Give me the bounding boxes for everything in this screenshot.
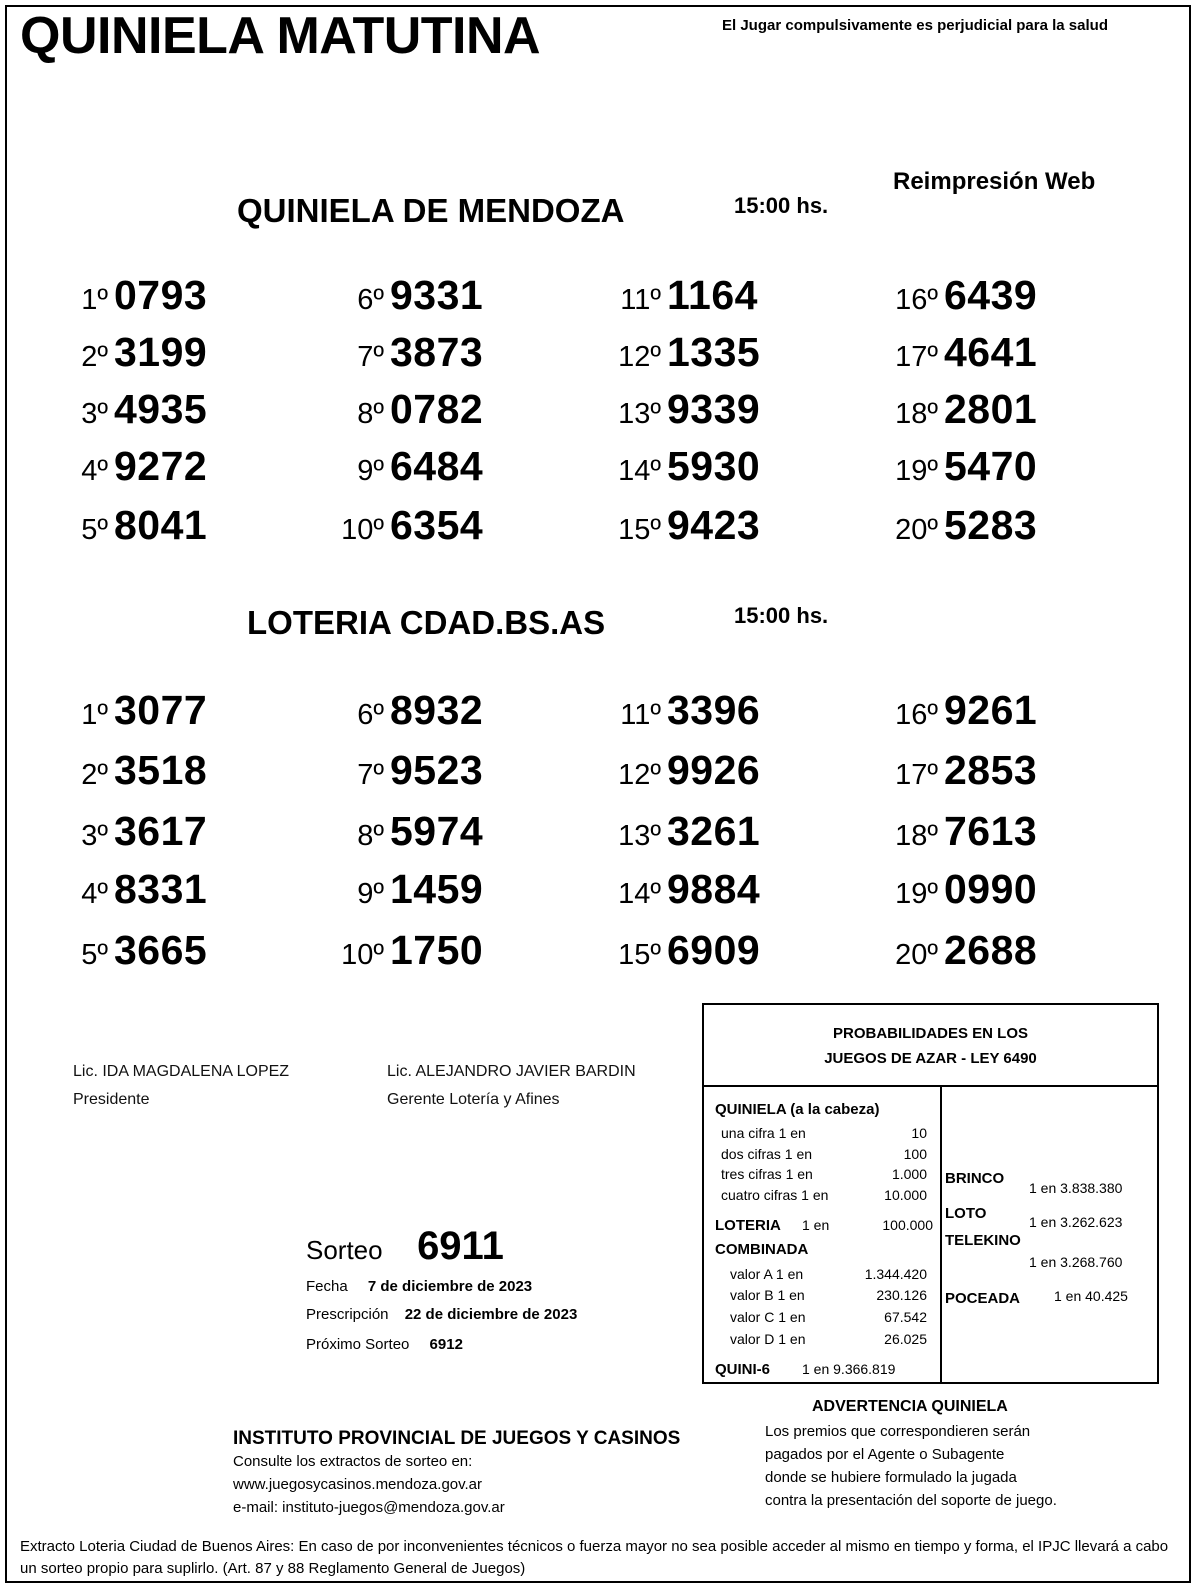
advertencia-line-1: Los premios que correspondieren serán [765, 1423, 1031, 1440]
result-position: 3º [81, 820, 108, 852]
result-entry [878, 808, 1037, 855]
quini6-odds-label: QUINI-6 [715, 1361, 771, 1378]
result-position: 13º [618, 398, 661, 430]
proximo-sorteo-label: Próximo Sorteo [306, 1336, 410, 1353]
quiniela-odds-value-4: 10.000 [884, 1187, 927, 1203]
result-entry [601, 272, 758, 319]
result-number: 3518 [114, 747, 208, 793]
result-entry [878, 443, 1037, 490]
result-number: 1459 [390, 866, 484, 912]
result-position: 8º [357, 398, 384, 430]
result-entry [601, 866, 760, 913]
result-position: 9º [357, 455, 384, 487]
poceada-odds-label: POCEADA [945, 1290, 1021, 1307]
fecha-value: 7 de diciembre de 2023 [367, 1278, 533, 1295]
combinada-odds-label-d: valor D 1 en [730, 1331, 806, 1347]
result-position: 20º [895, 939, 938, 971]
result-position: 11º [620, 284, 661, 316]
institute-website: www.juegosycasinos.mendoza.gov.ar [233, 1476, 483, 1493]
loteria-odds-value: 100.000 [882, 1217, 933, 1233]
section-title-mendoza: QUINIELA DE MENDOZA [237, 192, 625, 229]
result-number: 6909 [667, 927, 761, 973]
result-number: 3261 [667, 808, 761, 854]
combinada-odds-title: COMBINADA [715, 1241, 809, 1258]
combinada-odds-label-a: valor A 1 en [730, 1266, 804, 1282]
result-position: 15º [618, 514, 661, 546]
advertencia-line-3: donde se hubiere formulado la jugada [765, 1469, 1017, 1486]
brinco-odds-label: BRINCO [945, 1170, 1005, 1187]
result-number: 7613 [944, 808, 1038, 854]
result-number: 2853 [944, 747, 1038, 793]
fecha-label: Fecha [306, 1278, 348, 1295]
result-position: 20º [895, 514, 938, 546]
institute-name: INSTITUTO PROVINCIAL DE JUEGOS Y CASINOS [233, 1428, 681, 1449]
result-number: 8041 [114, 502, 208, 548]
result-entry [324, 747, 483, 794]
result-position: 8º [357, 820, 384, 852]
loteria-odds-text: 1 en [802, 1217, 830, 1233]
result-number: 9331 [390, 272, 484, 318]
combinada-odds-label-c: valor C 1 en [730, 1309, 806, 1325]
result-number: 5470 [944, 443, 1038, 489]
quiniela-odds-value-1: 10 [911, 1125, 927, 1141]
result-entry [48, 866, 207, 913]
result-position: 4º [81, 455, 108, 487]
advertencia-title: ADVERTENCIA QUINIELA [812, 1398, 1008, 1415]
result-position: 6º [357, 284, 384, 316]
result-entry [324, 443, 483, 490]
result-position: 12º [618, 341, 661, 373]
result-number: 9884 [667, 866, 761, 912]
result-entry [324, 502, 483, 549]
result-entry [48, 386, 207, 433]
result-position: 7º [357, 341, 384, 373]
advertencia-block [765, 1398, 1057, 1512]
result-number: 5930 [667, 443, 761, 489]
probabilities-heading [704, 1005, 1157, 1087]
result-position: 16º [895, 284, 938, 316]
institute-line-1: Consulte los extractos de sorteo en: [233, 1453, 473, 1470]
quiniela-odds-label-4: cuatro cifras 1 en [721, 1187, 829, 1203]
loto-odds-value: 1 en 3.262.623 [1029, 1214, 1123, 1230]
probabilities-divider [940, 1087, 942, 1382]
result-number: 3396 [667, 687, 761, 733]
combinada-odds-value-b: 230.126 [876, 1287, 927, 1303]
result-number: 9523 [390, 747, 484, 793]
quiniela-odds-label-1: una cifra 1 en [721, 1125, 806, 1141]
result-position: 13º [618, 820, 661, 852]
quiniela-odds-value-2: 100 [903, 1146, 927, 1162]
result-number: 6439 [944, 272, 1038, 318]
result-position: 17º [895, 341, 938, 373]
result-position: 12º [618, 759, 661, 791]
quini6-odds-value: 1 en 9.366.819 [802, 1361, 896, 1377]
result-position: 1º [81, 284, 108, 316]
prescripcion-label: Prescripción [306, 1306, 389, 1323]
probabilities-heading-line1: PROBABILIDADES EN LOS [832, 1025, 1028, 1042]
result-entry [48, 747, 207, 794]
result-number: 6354 [390, 502, 484, 548]
result-position: 19º [895, 878, 938, 910]
page-title: QUINIELA MATUTINA [20, 7, 541, 65]
result-entry [48, 502, 207, 549]
result-position: 4º [81, 878, 108, 910]
draw-next-line [306, 1336, 463, 1353]
signature-left [73, 1058, 289, 1114]
quiniela-odds-label-2: dos cifras 1 en [721, 1146, 813, 1162]
result-entry [601, 386, 760, 433]
result-entry [601, 687, 760, 734]
result-entry [878, 329, 1037, 376]
signature-left-role: Presidente [73, 1091, 150, 1108]
combinada-odds-value-d: 26.025 [884, 1331, 927, 1347]
result-entry [878, 747, 1037, 794]
result-position: 6º [357, 699, 384, 731]
result-number: 5283 [944, 502, 1038, 548]
signature-right-name: Lic. ALEJANDRO JAVIER BARDIN [387, 1063, 636, 1080]
signature-right [387, 1058, 636, 1114]
combinada-odds-label-b: valor B 1 en [730, 1287, 805, 1303]
sorteo-label: Sorteo [306, 1235, 383, 1265]
result-number: 8331 [114, 866, 208, 912]
advertencia-line-4: contra la presentación del soporte de juego. [765, 1492, 1057, 1509]
result-number: 3665 [114, 927, 208, 973]
result-number: 1164 [667, 272, 758, 318]
prescripcion-value: 22 de diciembre de 2023 [404, 1306, 578, 1323]
result-entry [48, 808, 207, 855]
loto-odds-label: LOTO [945, 1205, 987, 1222]
proximo-sorteo-value: 6912 [429, 1336, 463, 1353]
result-entry [48, 927, 207, 974]
result-entry [878, 866, 1037, 913]
result-number: 9272 [114, 443, 208, 489]
result-number: 1750 [390, 927, 484, 973]
telekino-odds-label: TELEKINO [945, 1232, 1021, 1249]
health-warning: El Jugar compulsivamente es perjudicial para la salud [722, 17, 1108, 34]
result-position: 19º [895, 455, 938, 487]
result-number: 3199 [114, 329, 208, 375]
result-position: 5º [81, 939, 108, 971]
result-entry [601, 808, 760, 855]
result-entry [878, 386, 1037, 433]
result-position: 1º [81, 699, 108, 731]
signature-left-name: Lic. IDA MAGDALENA LOPEZ [73, 1063, 290, 1080]
institute-email: e-mail: instituto-juegos@mendoza.gov.ar [233, 1499, 505, 1516]
result-number: 4641 [944, 329, 1038, 375]
result-number: 4935 [114, 386, 208, 432]
result-number: 3873 [390, 329, 484, 375]
reprint-label: Reimpresión Web [893, 168, 1096, 195]
quiniela-odds-label-3: tres cifras 1 en [721, 1166, 813, 1182]
result-position: 17º [895, 759, 938, 791]
result-number: 9926 [667, 747, 761, 793]
combinada-odds-value-c: 67.542 [884, 1309, 927, 1325]
quiniela-odds-value-3: 1.000 [891, 1166, 927, 1182]
result-position: 16º [895, 699, 938, 731]
probabilities-heading-line2: JUEGOS DE AZAR - LEY 6490 [824, 1050, 1037, 1067]
result-position: 7º [357, 759, 384, 791]
result-entry [324, 808, 483, 855]
result-position: 10º [341, 514, 384, 546]
institute-block [233, 1428, 680, 1519]
result-position: 18º [895, 820, 938, 852]
result-entry [324, 386, 483, 433]
probabilities-box [702, 1003, 1159, 1384]
result-entry [878, 687, 1037, 734]
result-entry [48, 443, 207, 490]
result-entry [878, 272, 1037, 319]
draw-number-line [306, 1224, 504, 1269]
result-entry [601, 927, 760, 974]
section-title-bsas: LOTERIA CDAD.BS.AS [247, 604, 606, 641]
brinco-odds-value: 1 en 3.838.380 [1029, 1180, 1123, 1196]
result-entry [324, 687, 483, 734]
result-entry [601, 502, 760, 549]
result-number: 9339 [667, 386, 761, 432]
result-number: 3617 [114, 808, 208, 854]
result-position: 10º [341, 939, 384, 971]
result-position: 14º [618, 878, 661, 910]
result-number: 0990 [944, 866, 1038, 912]
result-position: 18º [895, 398, 938, 430]
section-time-bsas: 15:00 hs. [734, 603, 829, 628]
result-entry [324, 866, 483, 913]
result-position: 14º [618, 455, 661, 487]
loteria-odds-label: LOTERIA [715, 1217, 781, 1234]
poceada-odds-value: 1 en 40.425 [1054, 1288, 1128, 1304]
advertencia-line-2: pagados por el Agente o Subagente [765, 1446, 1005, 1463]
result-position: 5º [81, 514, 108, 546]
result-entry [48, 329, 207, 376]
sorteo-number: 6911 [417, 1224, 504, 1268]
result-entry [324, 927, 483, 974]
result-number: 2688 [944, 927, 1038, 973]
result-position: 9º [357, 878, 384, 910]
result-entry [324, 272, 483, 319]
result-entry [878, 502, 1037, 549]
result-entry [601, 329, 760, 376]
result-position: 3º [81, 398, 108, 430]
result-number: 2801 [944, 386, 1038, 432]
draw-prescription-line [306, 1306, 577, 1323]
result-entry [601, 747, 760, 794]
combinada-odds-value-a: 1.344.420 [864, 1266, 927, 1282]
telekino-odds-value: 1 en 3.268.760 [1029, 1254, 1123, 1270]
result-entry [601, 443, 760, 490]
result-number: 0793 [114, 272, 208, 318]
draw-date-line [306, 1278, 532, 1295]
result-number: 9261 [944, 687, 1038, 733]
result-entry [324, 329, 483, 376]
result-number: 5974 [390, 808, 484, 854]
result-number: 0782 [390, 386, 484, 432]
section-time-mendoza: 15:00 hs. [734, 193, 829, 218]
result-position: 2º [81, 341, 108, 373]
signature-right-role: Gerente Lotería y Afines [387, 1091, 560, 1108]
result-number: 8932 [390, 687, 484, 733]
result-entry [48, 687, 207, 734]
result-number: 1335 [667, 329, 761, 375]
result-position: 15º [618, 939, 661, 971]
result-number: 3077 [114, 687, 208, 733]
footer-disclaimer: Extracto Loteria Ciudad de Buenos Aires: En caso de por inconvenientes técnicos o fuerza mayor no sea posible acceder al mismo en tiempo y forma, el IPJC llevará a cabo un sorteo propio para suplirlo. (Art. 87 y 88 Reglamento General de Juegos) [20, 1538, 1169, 1577]
result-entry [48, 272, 207, 319]
result-entry [878, 927, 1037, 974]
result-position: 2º [81, 759, 108, 791]
result-number: 6484 [390, 443, 484, 489]
result-position: 11º [620, 699, 661, 731]
quiniela-odds-title: QUINIELA (a la cabeza) [715, 1101, 880, 1118]
result-number: 9423 [667, 502, 761, 548]
